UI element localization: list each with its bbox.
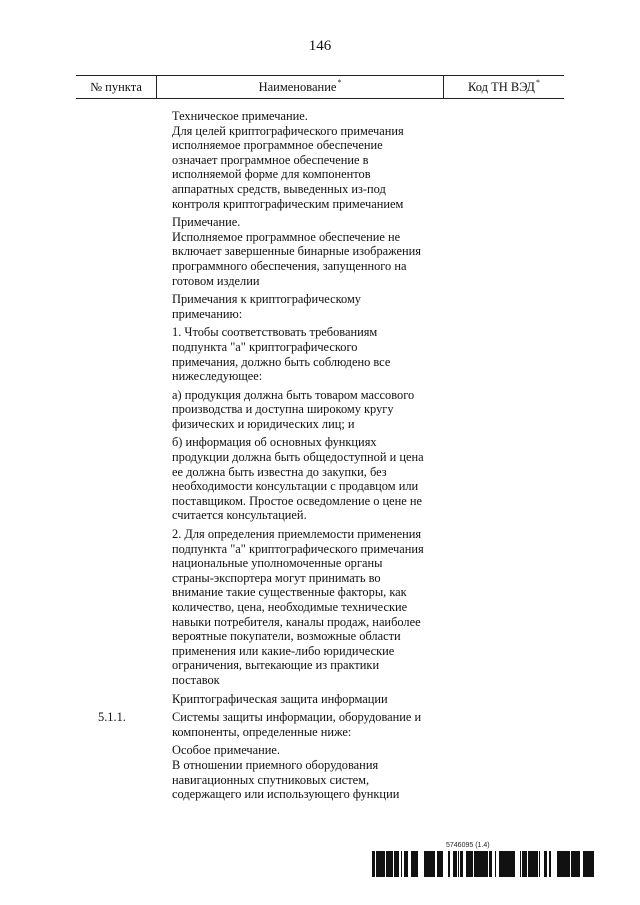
item-name-cell: [172, 109, 434, 710]
text-line: б) информация об основных функциях: [172, 435, 377, 450]
header-code-footnote-mark: *: [535, 77, 540, 87]
table-row: [76, 109, 564, 710]
text-line: Техническое примечание.: [172, 109, 308, 123]
text-line: примечанию:: [172, 306, 243, 321]
header-name-footnote-mark: *: [337, 77, 342, 87]
text-line: Исполняемое программное обеспечение не: [172, 229, 401, 244]
text-line: исполняемой форме для компонентов: [172, 167, 371, 182]
paragraph: [172, 435, 434, 523]
text-line: исполняемое программное обеспечение: [172, 138, 383, 153]
table-body: [76, 109, 564, 806]
header-code: [444, 76, 564, 98]
table-header: [76, 75, 564, 99]
text-line: В отношении приемного оборудования: [172, 757, 379, 772]
item-name-cell: [172, 710, 434, 806]
header-code-label: Код ТН ВЭД: [468, 79, 535, 94]
text-line: программного обеспечения, запущенного на: [172, 258, 407, 273]
text-line: продукции должна быть общедоступной и цена: [172, 450, 424, 465]
text-line: ограничения, вытекающие из практики: [172, 658, 380, 673]
text-line: производства и доступна широкому кругу: [172, 402, 394, 417]
text-line: Для целей криптографического примечания: [172, 123, 404, 138]
text-line: национальные уполномоченные органы: [172, 556, 383, 571]
text-line: применения или какие-либо юридические: [172, 643, 395, 658]
text-line: вероятные покупатели, возможные области: [172, 629, 401, 644]
item-number: [76, 109, 150, 710]
text-line: поставок: [172, 672, 220, 687]
text-line: контроля криптографическим примечанием: [172, 196, 404, 211]
paragraph: [172, 325, 434, 383]
text-line: Особое примечание.: [172, 743, 280, 758]
text-line: количество, цена, необходимые технические: [172, 600, 408, 614]
barcode: [372, 851, 594, 877]
text-line: 2. Для определения приемлемости применения: [172, 527, 422, 542]
header-item-number-label: № пункта: [90, 79, 142, 94]
text-line: Примечания к криптографическому: [172, 292, 361, 307]
text-line: примечания, должно быть соблюдено все: [172, 354, 391, 369]
paragraph: [172, 388, 434, 432]
text-line: готовом изделии: [172, 273, 260, 288]
document-code: 5746095 (1.4): [446, 842, 490, 849]
text-line: включает завершенные бинарные изображения: [172, 244, 421, 259]
text-line: ее должна быть известна до закупки, без: [172, 464, 387, 479]
text-line: необходимости консультации с продавцом или: [172, 479, 419, 494]
text-line: подпункта "а" криптографического примечания: [172, 541, 424, 556]
paragraph: [172, 109, 434, 211]
text-line: Системы защиты информации, оборудование и: [172, 710, 422, 725]
text-line: считается консультацией.: [172, 508, 307, 523]
text-line: подпункта "а" криптографического: [172, 339, 358, 354]
text-line: внимание такие существенные факторы, как: [172, 585, 407, 600]
text-line: означает программное обеспечение в: [172, 152, 369, 167]
item-number: 5.1.1.: [98, 710, 126, 725]
text-line: навигационных спутниковых систем,: [172, 772, 370, 787]
text-line: поставщиком. Простое осведомление о цене не: [172, 493, 422, 508]
text-line: страны-экспортера могут принимать во: [172, 570, 381, 585]
paragraph: [172, 215, 434, 288]
text-line: 1. Чтобы соответствовать требованиям: [172, 325, 378, 340]
text-line: а) продукция должна быть товаром массового: [172, 387, 415, 402]
header-name-label: Наименование: [258, 79, 337, 94]
header-item-number: [76, 76, 157, 98]
paragraph: [172, 292, 434, 321]
text-line: нижеследующее:: [172, 369, 263, 384]
text-line: содержащего или использующего функции: [172, 787, 400, 802]
text-line: Криптографическая защита информации: [172, 691, 388, 706]
paragraph: [172, 743, 434, 801]
paragraph: [172, 692, 434, 707]
text-line: Примечание.: [172, 215, 241, 230]
paragraph: [172, 710, 434, 739]
page-number: 146: [308, 38, 332, 54]
paragraph: [172, 527, 434, 688]
header-name: [157, 76, 444, 98]
text-line: навыки потребителя, каналы продаж, наиболее: [172, 614, 421, 629]
text-line: физических и юридических лиц; и: [172, 416, 355, 431]
table-row: [76, 710, 564, 806]
text-line: аппаратных средств, выведенных из-под: [172, 181, 386, 196]
text-line: компоненты, определенные ниже:: [172, 724, 352, 739]
